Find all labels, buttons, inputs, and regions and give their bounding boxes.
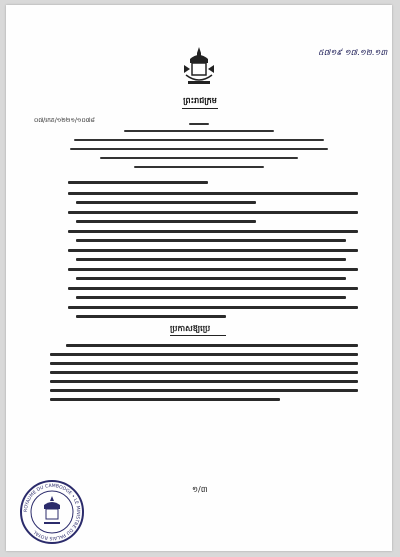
- recital-line: [76, 239, 346, 242]
- body-line: [50, 371, 358, 374]
- recital-line: [68, 249, 358, 252]
- preamble-line: [100, 157, 298, 159]
- royal-palace-seal-icon: [18, 478, 86, 546]
- preamble-line: [124, 130, 274, 132]
- subtitle-line: [189, 123, 209, 125]
- body-line: [50, 362, 358, 365]
- recital-line: [76, 296, 346, 299]
- reference-number: ០៧/រកត/១២២១/១០៧៨: [34, 117, 95, 124]
- seal-text: ROYAUME DU CAMBODGE • LE MINISTRE DU PALAIS ROYAL: [23, 483, 81, 541]
- body-line: [50, 353, 358, 356]
- document-title: ព្រះរាជក្រម: [183, 96, 217, 105]
- body-line: [50, 389, 358, 392]
- recital-line: [76, 201, 256, 204]
- section-heading-underline: [170, 335, 226, 336]
- recital-line: [68, 230, 358, 233]
- body-line: [66, 344, 358, 347]
- recital-line: [76, 315, 226, 318]
- section-heading: ប្រកាសឱ្យប្រើ: [170, 325, 211, 333]
- recital-line: [68, 211, 358, 214]
- preamble-line: [74, 139, 324, 141]
- recital-line: [68, 268, 358, 271]
- recital-line: [68, 192, 358, 195]
- recital-line: [76, 220, 256, 223]
- royal-crest-icon: [182, 45, 216, 87]
- recital-line: [68, 287, 358, 290]
- body-line: [50, 398, 280, 401]
- recital-line: [68, 306, 358, 309]
- body-line: [50, 380, 358, 383]
- preamble-line: [70, 148, 328, 150]
- registration-stamp: [318, 47, 387, 59]
- recital-line: [68, 181, 208, 184]
- recital-line: [76, 258, 346, 261]
- page-number: ១/៣: [192, 485, 208, 494]
- title-underline: [182, 108, 218, 109]
- recital-line: [76, 277, 346, 280]
- document-page: [6, 5, 392, 551]
- date-stamp-text: ៥៧១៩ ១៧.១២.១៣: [318, 48, 388, 57]
- preamble-line: [134, 166, 264, 168]
